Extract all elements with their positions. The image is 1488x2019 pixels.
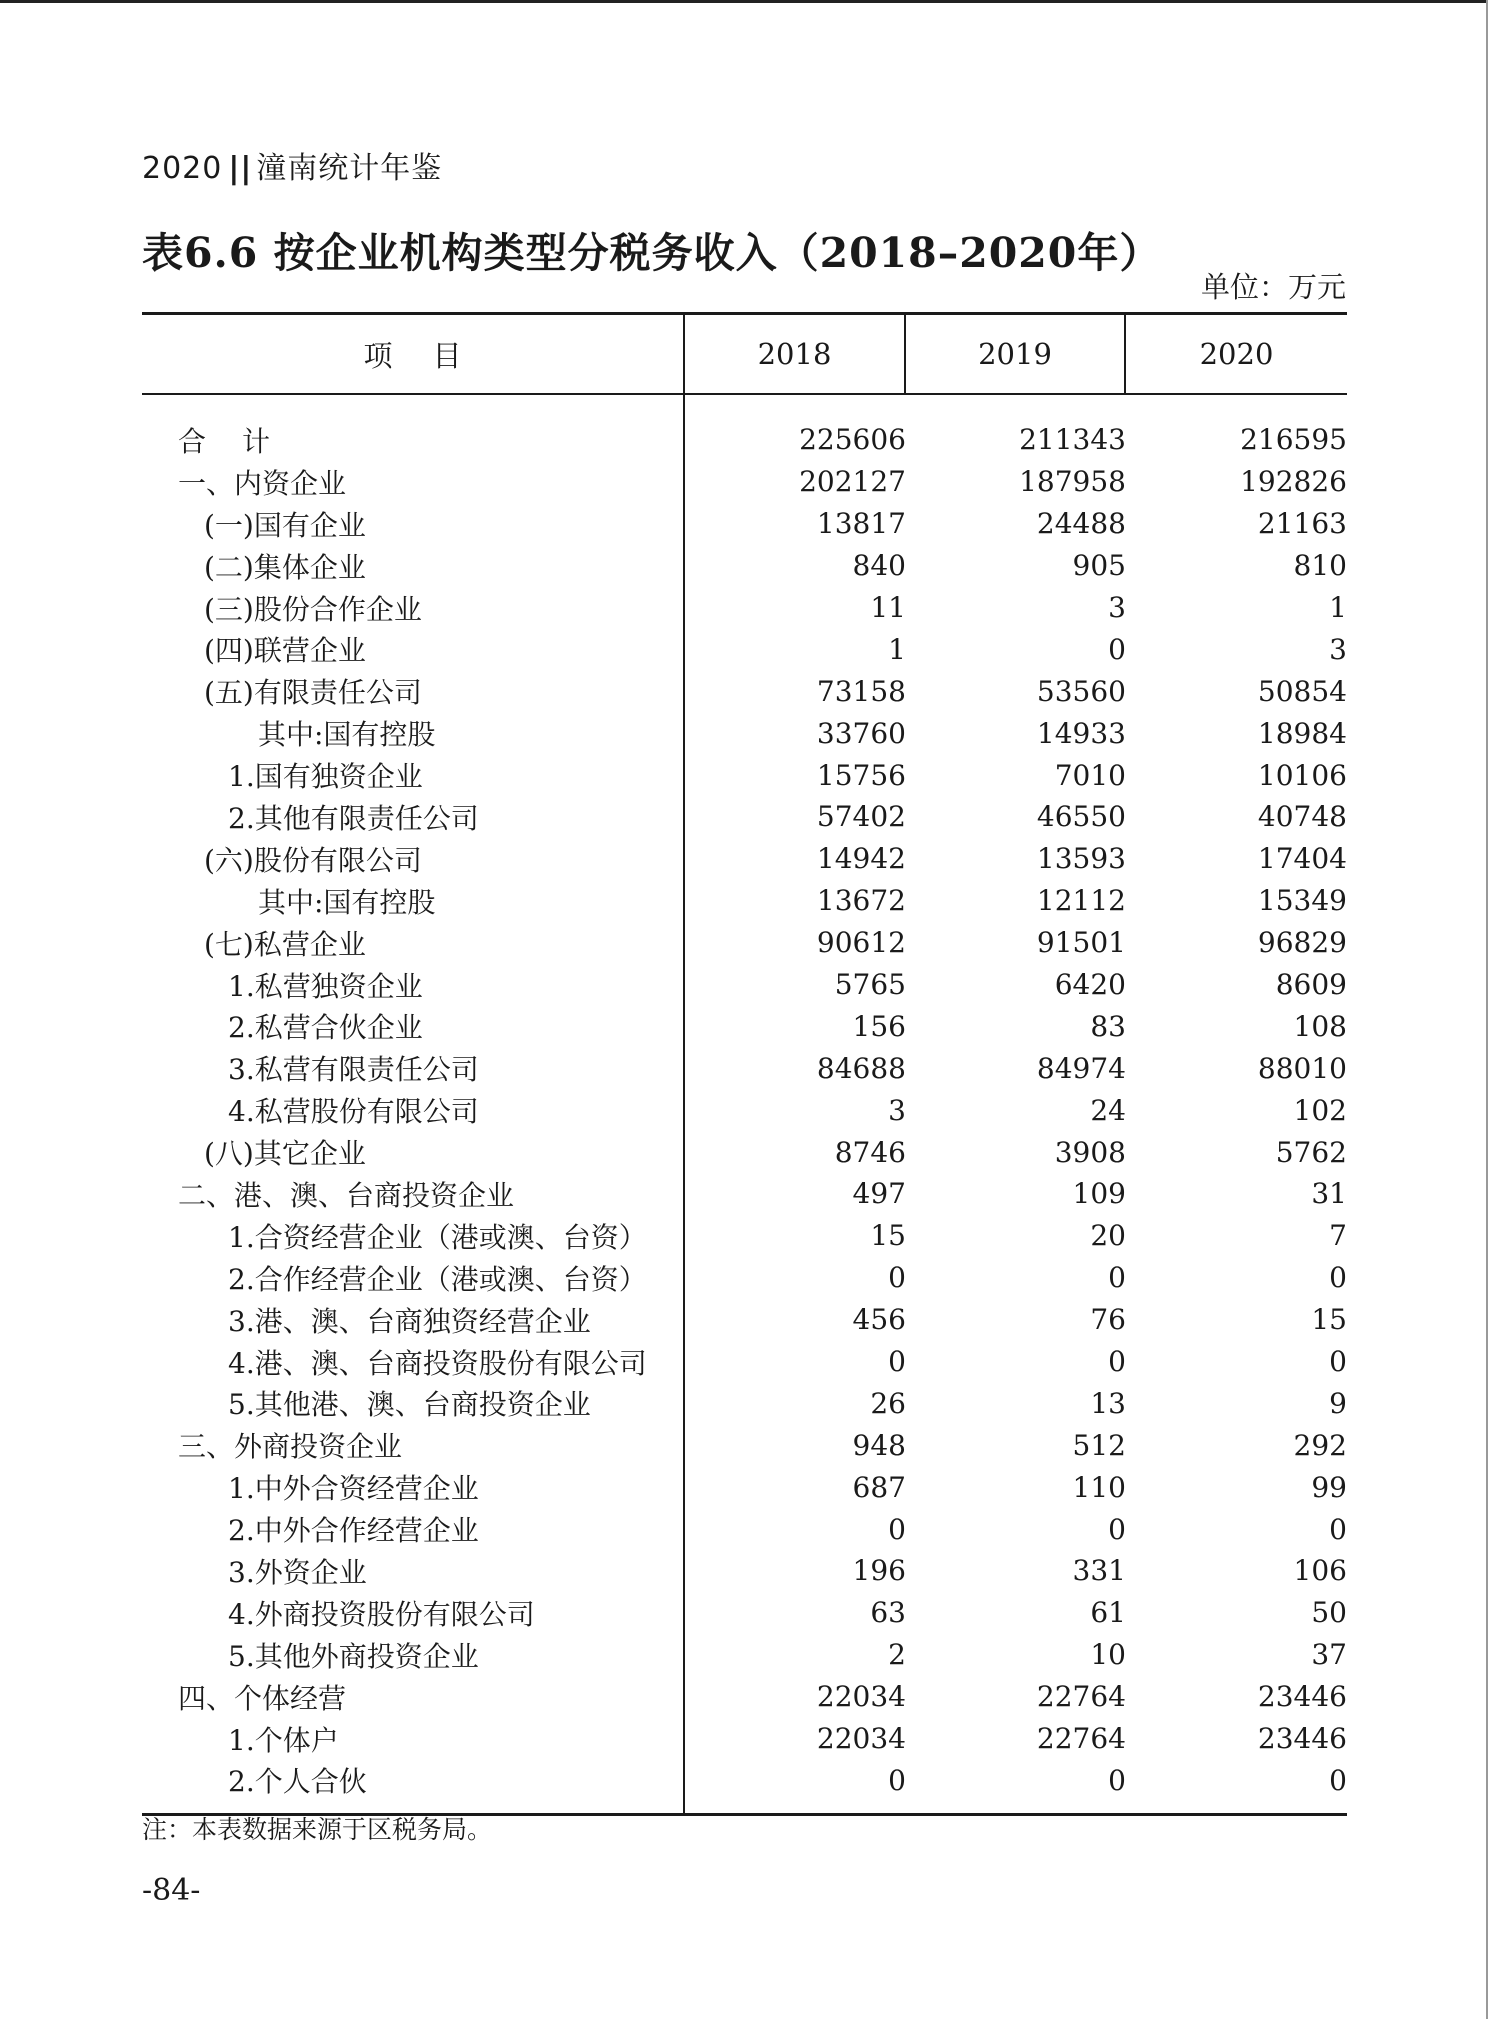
value-cell: 187958	[1019, 465, 1126, 499]
value-cell: 202127	[799, 465, 906, 499]
value-cell: 14933	[1036, 716, 1126, 750]
value-cell: 61	[1090, 1596, 1126, 1630]
row-label: 二、港、澳、台商投资企业	[178, 1178, 515, 1212]
table-body	[142, 395, 1347, 1813]
value-cell: 11	[870, 591, 906, 624]
value-cell: 225606	[799, 423, 906, 457]
value-cell: 15	[1311, 1303, 1347, 1337]
value-cell: 0	[888, 1345, 906, 1379]
value-cell: 0	[1329, 1345, 1347, 1379]
value-cell: 13593	[1036, 842, 1126, 876]
table-row	[685, 1215, 1347, 1257]
value-cell: 0	[888, 1512, 906, 1546]
value-cell: 96829	[1257, 926, 1347, 960]
value-cell: 12112	[1036, 884, 1126, 918]
header-year: 2020	[142, 151, 223, 186]
table-note: 注：本表数据来源于区税务局。	[142, 1815, 493, 1844]
table-row	[685, 1047, 1347, 1089]
value-cell: 90612	[816, 926, 906, 960]
table-row	[685, 796, 1347, 838]
table-row	[685, 922, 1347, 964]
value-cell: 13672	[816, 884, 906, 918]
value-cell: 18984	[1257, 716, 1347, 750]
row-label: 一、内资企业	[178, 466, 347, 500]
header-separator: ||	[228, 151, 253, 186]
header-item-label: 项目	[363, 338, 502, 373]
table-row	[685, 1466, 1347, 1508]
row-label: 2.个人合伙	[228, 1765, 367, 1799]
value-cell: 497	[852, 1177, 906, 1211]
value-cell: 0	[1108, 1261, 1126, 1295]
value-cell: 0	[888, 1261, 906, 1295]
table-row	[685, 1131, 1347, 1173]
table-row	[685, 838, 1347, 880]
row-label: 5.其他外商投资企业	[228, 1639, 479, 1673]
row-label: 2.合作经营企业（港或澳、台资）	[228, 1262, 647, 1296]
table-row	[685, 1718, 1347, 1760]
value-cell: 99	[1311, 1470, 1347, 1504]
table-header-row	[142, 315, 1347, 393]
value-cell: 5762	[1275, 1135, 1347, 1169]
value-cell: 2	[888, 1638, 906, 1672]
table-row	[685, 1424, 1347, 1466]
table-row	[685, 545, 1347, 587]
value-cell: 292	[1293, 1428, 1347, 1462]
header-year-2019: 2019	[906, 315, 1126, 393]
table-row	[685, 754, 1347, 796]
header-book-title: 潼南统计年鉴	[256, 151, 443, 186]
value-cell: 0	[1108, 1763, 1126, 1797]
value-cell: 22034	[816, 1680, 906, 1714]
table-row	[685, 1550, 1347, 1592]
table-row	[685, 628, 1347, 670]
value-cell: 810	[1293, 549, 1347, 583]
table-title: 表6.6 按企业机构类型分税务收入（2018–2020年）	[142, 229, 1162, 277]
row-label: (六)股份有限公司	[204, 843, 422, 877]
value-cell: 63	[870, 1596, 906, 1630]
value-cell: 3	[888, 1093, 906, 1127]
value-cell: 8609	[1275, 968, 1347, 1002]
value-cell: 57402	[816, 800, 906, 834]
row-label: 2.其他有限责任公司	[228, 801, 479, 835]
value-cell: 46550	[1036, 800, 1126, 834]
table-row	[685, 1508, 1347, 1550]
value-cell: 0	[1108, 1512, 1126, 1546]
value-cell: 948	[852, 1428, 906, 1462]
value-cell: 512	[1072, 1428, 1126, 1462]
row-label: 合计	[178, 424, 307, 458]
value-cell: 83	[1090, 1009, 1126, 1043]
value-cell: 73158	[816, 674, 906, 708]
value-cell: 15756	[816, 758, 906, 792]
data-table	[142, 312, 1347, 1816]
row-label: 4.外商投资股份有限公司	[228, 1597, 535, 1631]
value-cell: 22764	[1036, 1680, 1126, 1714]
value-cell: 31	[1311, 1177, 1347, 1211]
row-label: 1.个体户	[228, 1723, 339, 1757]
value-cell: 26	[870, 1386, 906, 1420]
page-number: -84-	[142, 1873, 201, 1908]
values-column	[685, 395, 1347, 1813]
row-label: 1.国有独资企业	[228, 760, 423, 794]
value-cell: 0	[1329, 1512, 1347, 1546]
value-cell: 3	[1108, 591, 1126, 624]
running-header	[142, 143, 442, 187]
table-row	[685, 670, 1347, 712]
table-row	[685, 461, 1347, 503]
value-cell: 22764	[1036, 1722, 1126, 1756]
header-year-2020: 2020	[1199, 337, 1274, 371]
value-cell: 1	[1329, 591, 1347, 624]
row-label: (七)私营企业	[204, 927, 366, 961]
row-label: 其中:国有控股	[258, 718, 436, 752]
value-cell: 0	[888, 1763, 906, 1797]
value-cell: 50854	[1257, 674, 1347, 708]
value-cell: 0	[1329, 1261, 1347, 1295]
value-cell: 905	[1072, 549, 1126, 583]
value-cell: 109	[1072, 1177, 1126, 1211]
table-row	[685, 419, 1347, 461]
row-label: 1.私营独资企业	[228, 969, 423, 1003]
table-row	[685, 1676, 1347, 1718]
value-cell: 22034	[816, 1722, 906, 1756]
value-cell: 33760	[816, 716, 906, 750]
value-cell: 40748	[1257, 800, 1347, 834]
value-cell: 7	[1329, 1219, 1347, 1253]
value-cell: 840	[852, 549, 906, 583]
value-cell: 7010	[1054, 758, 1126, 792]
value-cell: 10	[1090, 1638, 1126, 1672]
table-row	[685, 1382, 1347, 1424]
value-cell: 211343	[1019, 423, 1126, 457]
value-cell: 13817	[816, 507, 906, 541]
value-cell: 0	[1329, 1763, 1347, 1797]
value-cell: 0	[1108, 632, 1126, 666]
value-cell: 50	[1311, 1596, 1347, 1630]
unit-label: 单位：万元	[1200, 270, 1346, 304]
row-label: 1.中外合资经营企业	[228, 1472, 479, 1506]
table-row	[685, 1341, 1347, 1383]
row-label: 2.私营合伙企业	[228, 1011, 423, 1045]
table-row	[685, 1592, 1347, 1634]
value-cell: 0	[1108, 1345, 1126, 1379]
row-label: (三)股份合作企业	[204, 592, 422, 626]
table-row	[685, 1005, 1347, 1047]
item-column	[142, 395, 685, 1813]
top-border	[0, 0, 1488, 3]
value-cell: 106	[1293, 1554, 1347, 1588]
value-cell: 687	[852, 1470, 906, 1504]
value-cell: 192826	[1240, 465, 1347, 499]
value-cell: 37	[1311, 1638, 1347, 1672]
value-cell: 3908	[1054, 1135, 1126, 1169]
header-item-cell	[142, 315, 685, 393]
value-cell: 84688	[816, 1051, 906, 1085]
value-cell: 91501	[1036, 926, 1126, 960]
value-cell: 8746	[834, 1135, 906, 1169]
value-cell: 15	[870, 1219, 906, 1253]
row-label: (八)其它企业	[204, 1137, 366, 1171]
table-row	[685, 1257, 1347, 1299]
value-cell: 13	[1090, 1386, 1126, 1420]
value-cell: 88010	[1257, 1051, 1347, 1085]
row-label: 4.私营股份有限公司	[228, 1095, 479, 1129]
value-cell: 331	[1072, 1554, 1126, 1588]
row-label: (二)集体企业	[204, 550, 366, 584]
value-cell: 456	[852, 1303, 906, 1337]
row-label: 其中:国有控股	[258, 885, 436, 919]
value-cell: 9	[1329, 1386, 1347, 1420]
table-row	[685, 964, 1347, 1006]
table-row	[685, 1173, 1347, 1215]
value-cell: 5765	[834, 968, 906, 1002]
table-row	[685, 1299, 1347, 1341]
row-label: 3.外资企业	[228, 1555, 367, 1589]
value-cell: 17404	[1257, 842, 1347, 876]
value-cell: 23446	[1257, 1680, 1347, 1714]
value-cell: 24488	[1036, 507, 1126, 541]
value-cell: 20	[1090, 1219, 1126, 1253]
row-label: 4.港、澳、台商投资股份有限公司	[228, 1346, 647, 1380]
row-label: 5.其他港、澳、台商投资企业	[228, 1388, 591, 1422]
value-cell: 196	[852, 1554, 906, 1588]
value-cell: 1	[888, 632, 906, 666]
table-row	[685, 880, 1347, 922]
value-cell: 102	[1293, 1093, 1347, 1127]
header-year-2018: 2018	[685, 315, 906, 393]
table-row	[685, 712, 1347, 754]
table-row	[685, 1634, 1347, 1676]
row-label: (五)有限责任公司	[204, 676, 422, 710]
row-label: 三、外商投资企业	[178, 1430, 403, 1464]
value-cell: 76	[1090, 1303, 1126, 1337]
table-row	[685, 587, 1347, 629]
value-cell: 6420	[1054, 968, 1126, 1002]
value-cell: 14942	[816, 842, 906, 876]
value-cell: 216595	[1240, 423, 1347, 457]
row-label: (四)联营企业	[204, 634, 366, 668]
row-label: 1.合资经营企业（港或澳、台资）	[228, 1220, 647, 1254]
row-label: 3.港、澳、台商独资经营企业	[228, 1304, 591, 1338]
value-cell: 15349	[1257, 884, 1347, 918]
row-label: 四、个体经营	[178, 1681, 347, 1715]
value-cell: 84974	[1036, 1051, 1126, 1085]
value-cell: 24	[1090, 1093, 1126, 1127]
value-cell: 108	[1293, 1009, 1347, 1043]
value-cell: 3	[1329, 632, 1347, 666]
table-row	[685, 1760, 1347, 1802]
value-cell: 110	[1072, 1470, 1126, 1504]
value-cell: 156	[852, 1009, 906, 1043]
value-cell: 21163	[1257, 507, 1347, 541]
value-cell: 23446	[1257, 1722, 1347, 1756]
row-label: 3.私营有限责任公司	[228, 1053, 479, 1087]
table-row	[685, 503, 1347, 545]
value-cell: 53560	[1036, 674, 1126, 708]
row-label: (一)国有企业	[204, 508, 366, 542]
table-row	[685, 1089, 1347, 1131]
row-label: 2.中外合作经营企业	[228, 1514, 479, 1548]
value-cell: 10106	[1257, 758, 1347, 792]
